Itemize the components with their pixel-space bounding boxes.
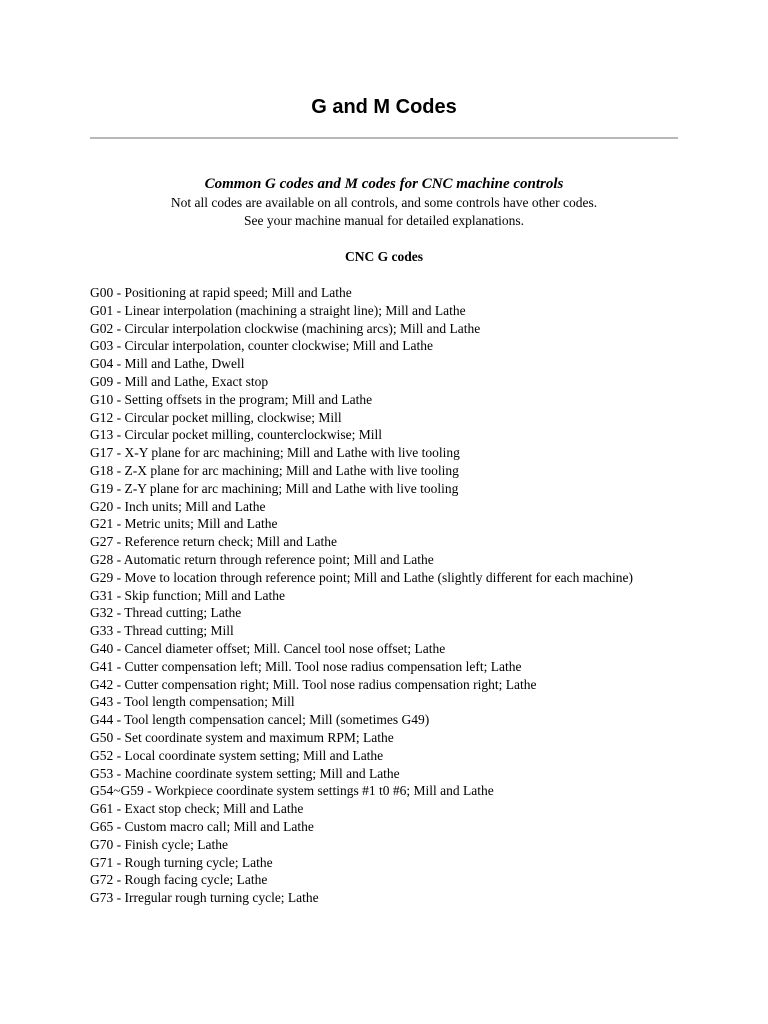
code-list-item: G40 - Cancel diameter offset; Mill. Cancel tool nose offset; Lathe xyxy=(90,640,446,656)
code-list-item: G52 - Local coordinate system setting; Mill and Lathe xyxy=(90,747,384,763)
code-list-item: G10 - Setting offsets in the program; Mill and Lathe xyxy=(90,391,373,407)
code-list-item: G65 - Custom macro call; Mill and Lathe xyxy=(90,818,314,834)
code-list-item: G18 - Z-X plane for arc machining; Mill and Lathe with live tooling xyxy=(90,462,459,478)
code-list-item: G02 - Circular interpolation clockwise (machining arcs); Mill and Lathe xyxy=(90,320,481,336)
manual-note: See your machine manual for detailed explanations. xyxy=(243,213,525,228)
code-list-item: G09 - Mill and Lathe, Exact stop xyxy=(90,373,269,389)
code-list-item: G72 - Rough facing cycle; Lathe xyxy=(90,872,268,888)
code-list-item: G27 - Reference return check; Mill and Lathe xyxy=(90,534,338,550)
availability-note: Not all codes are available on all controls, and some controls have other codes. xyxy=(170,195,598,210)
code-list-item: G44 - Tool length compensation cancel; Mill (sometimes G49) xyxy=(90,712,430,728)
code-list-item: G43 - Tool length compensation; Mill xyxy=(90,694,295,710)
code-list-item: G71 - Rough turning cycle; Lathe xyxy=(90,854,273,870)
code-list-item: G17 - X-Y plane for arc machining; Mill and Lathe with live tooling xyxy=(90,445,460,461)
code-list-item: G01 - Linear interpolation (machining a straight line); Mill and Lathe xyxy=(90,302,466,318)
code-list-item: G73 - Irregular rough turning cycle; Lathe xyxy=(90,890,319,906)
code-list-item: G19 - Z-Y plane for arc machining; Mill and Lathe with live tooling xyxy=(90,480,459,496)
code-list-item: G00 - Positioning at rapid speed; Mill and Lathe xyxy=(90,285,352,300)
code-list-item: G13 - Circular pocket milling, counterclockwise; Mill xyxy=(90,427,383,443)
code-list-item: G04 - Mill and Lathe, Dwell xyxy=(90,356,245,372)
code-list-item: G12 - Circular pocket milling, clockwise; Mill xyxy=(90,409,342,425)
code-list-item: G50 - Set coordinate system and maximum RPM; Lathe xyxy=(90,729,394,745)
g-code-list xyxy=(90,284,680,907)
document-subtitle: Common G codes and M codes for CNC machine controls xyxy=(204,176,564,192)
code-list-item: G32 - Thread cutting; Lathe xyxy=(90,605,242,621)
page-title: G and M Codes xyxy=(311,96,457,118)
code-list-item: G53 - Machine coordinate system setting; Mill and Lathe xyxy=(90,765,400,781)
title-divider xyxy=(90,137,678,139)
code-list-item: G03 - Circular interpolation, counter clockwise; Mill and Lathe xyxy=(90,338,434,354)
section-heading-g-codes: CNC G codes xyxy=(345,249,423,264)
code-list-item: G31 - Skip function; Mill and Lathe xyxy=(90,587,285,603)
code-list-item: G54~G59 - Workpiece coordinate system settings #1 t0 #6; Mill and Lathe xyxy=(90,783,494,799)
code-list-item: G41 - Cutter compensation left; Mill. Tool nose radius compensation left; Lathe xyxy=(90,658,522,674)
code-list-item: G21 - Metric units; Mill and Lathe xyxy=(90,516,278,532)
code-list-item: G20 - Inch units; Mill and Lathe xyxy=(90,498,266,514)
code-list-item: G28 - Automatic return through reference point; Mill and Lathe xyxy=(90,551,434,567)
code-list-item: G70 - Finish cycle; Lathe xyxy=(90,836,228,852)
code-list-item: G61 - Exact stop check; Mill and Lathe xyxy=(90,801,304,817)
code-list-item: G42 - Cutter compensation right; Mill. Tool nose radius compensation right; Lathe xyxy=(90,676,537,692)
code-list-item: G29 - Move to location through reference point; Mill and Lathe (slightly different for each machine) xyxy=(90,569,633,585)
code-list-item: G33 - Thread cutting; Mill xyxy=(90,623,234,639)
